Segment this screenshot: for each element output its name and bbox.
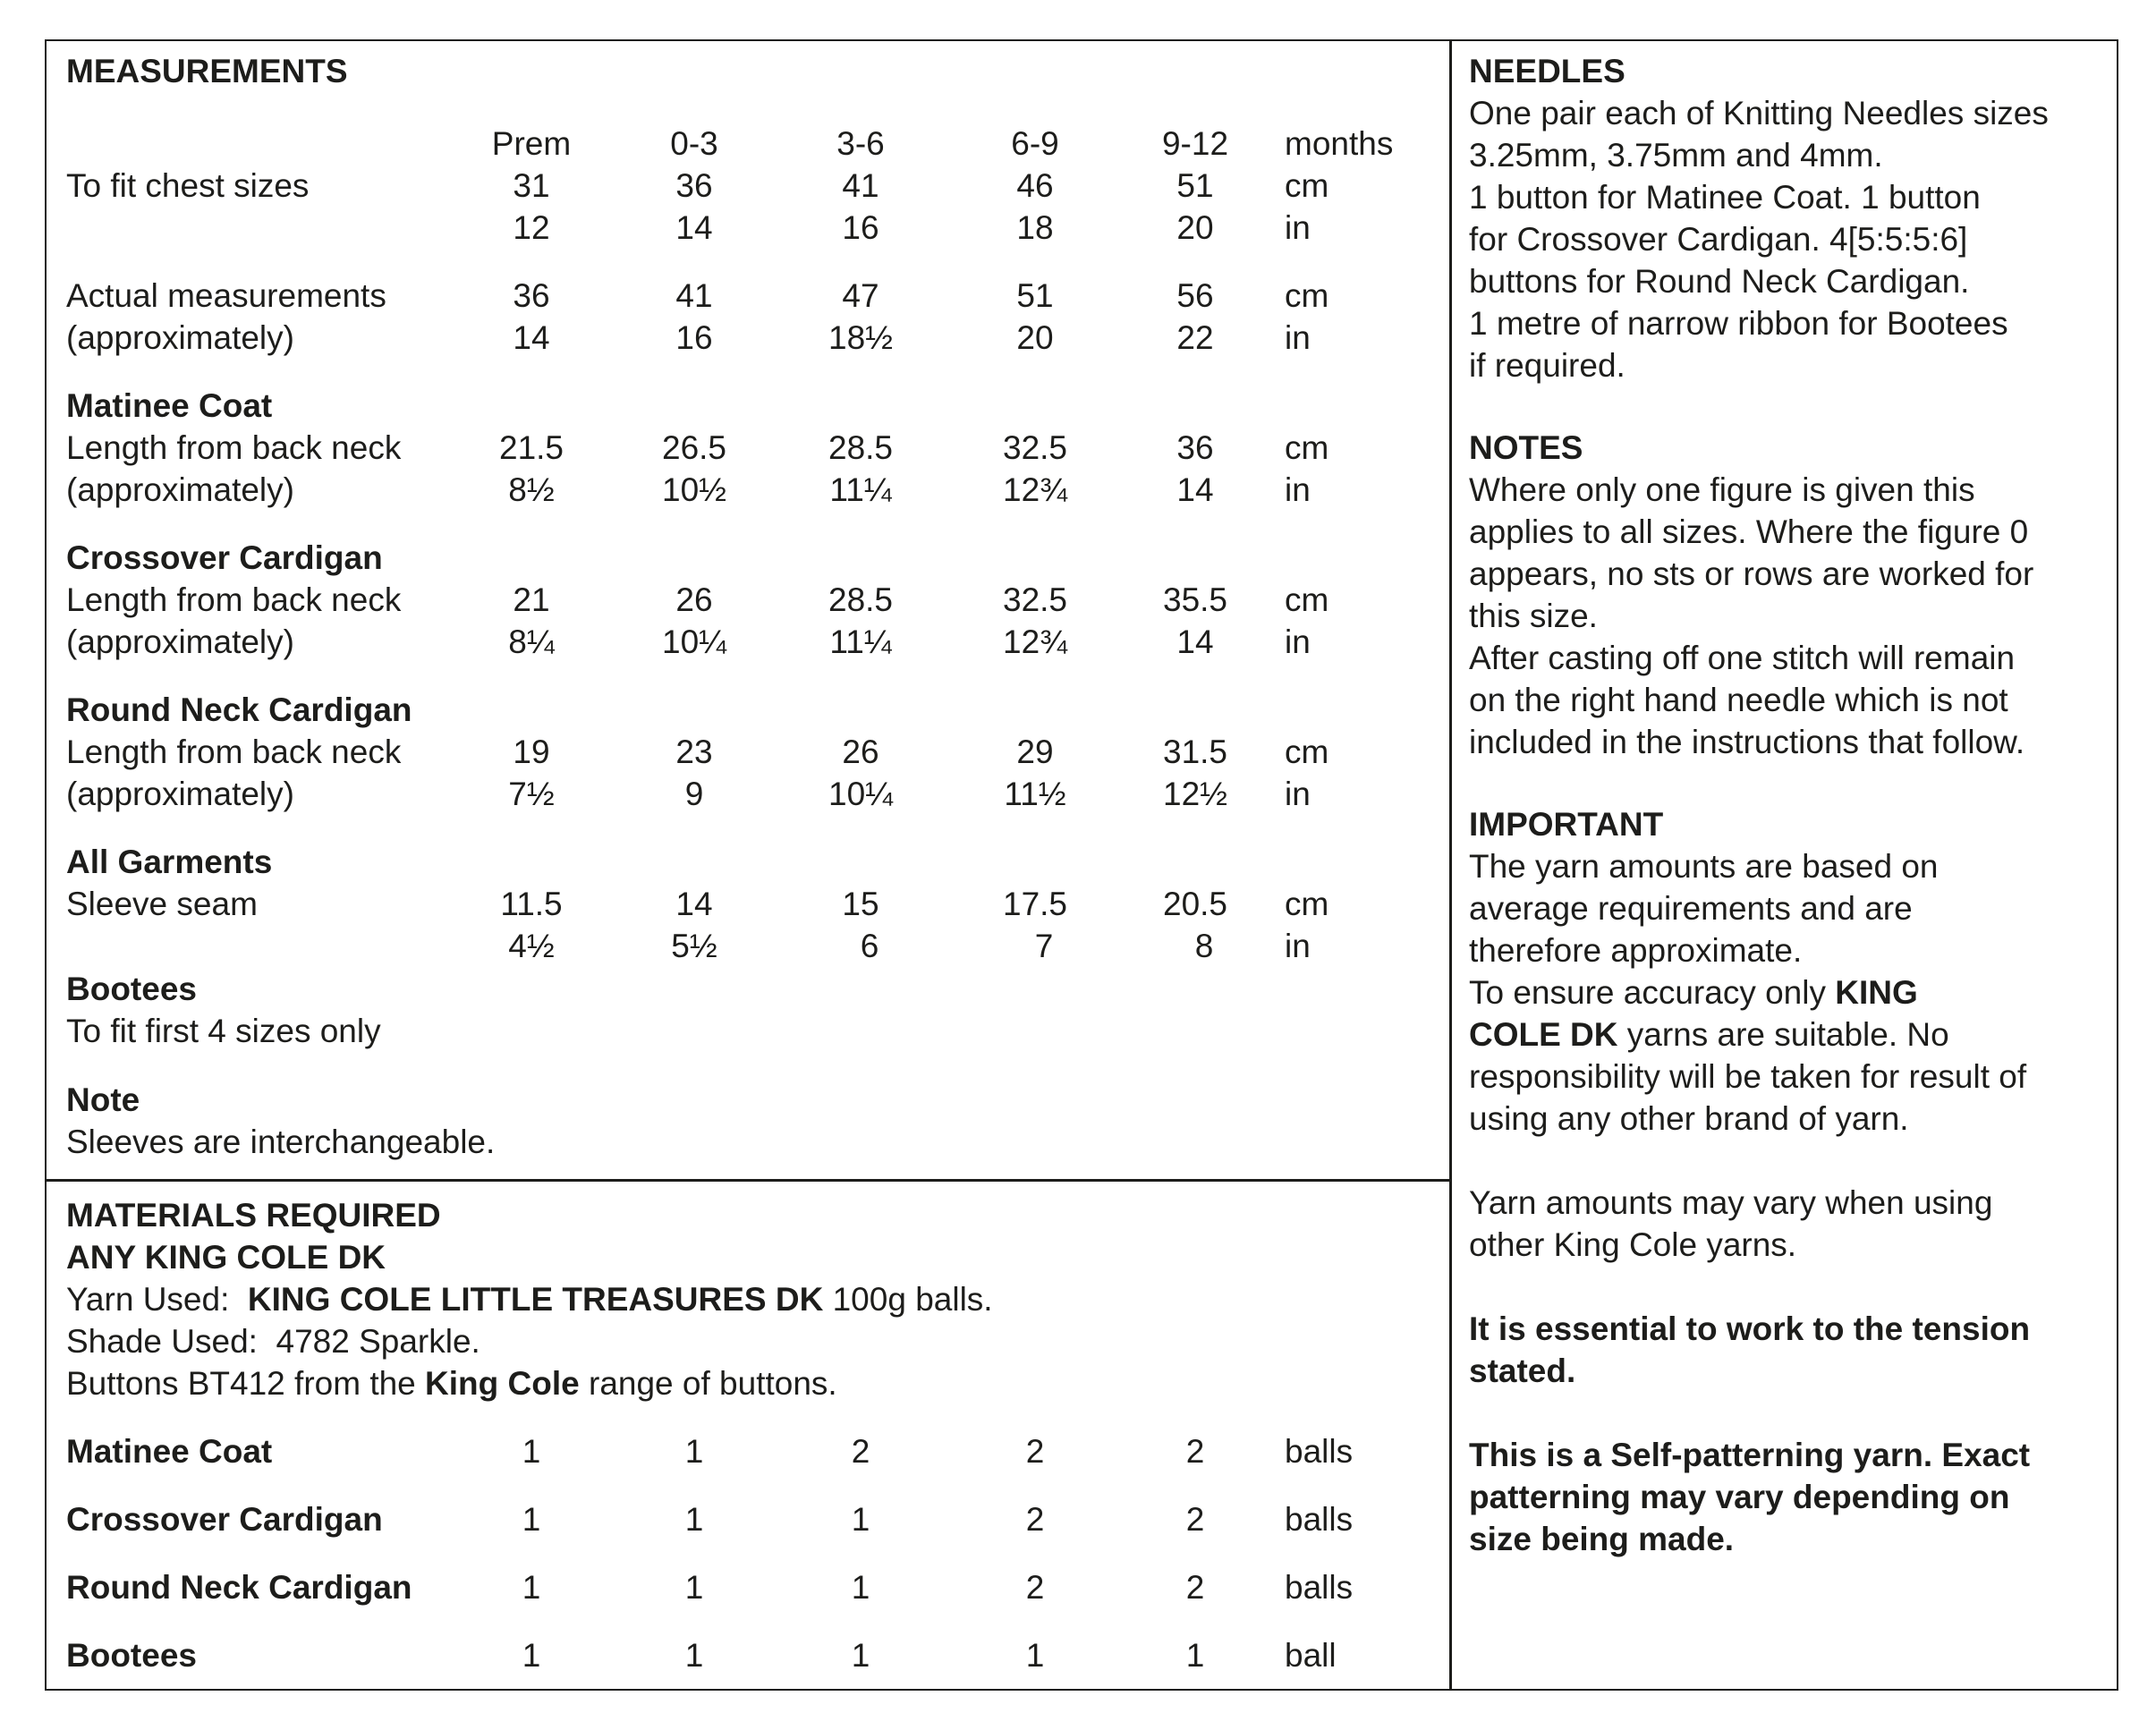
row-label: Length from back neck bbox=[66, 581, 402, 618]
section-heading: Crossover Cardigan bbox=[66, 539, 383, 576]
notes-line: appears, no sts or rows are worked for bbox=[1469, 555, 2034, 592]
balls-unit: balls bbox=[1285, 1433, 1354, 1470]
row-value: 5½ bbox=[671, 928, 717, 964]
balls-row-label: Bootees bbox=[66, 1637, 197, 1674]
balls-value: 2 bbox=[1185, 1501, 1205, 1538]
needles-heading: NEEDLES bbox=[1469, 53, 1625, 89]
notes-line: After casting off one stitch will remain bbox=[1469, 640, 2016, 676]
buttons-line bbox=[66, 1362, 837, 1404]
row-value: 31.5 bbox=[1162, 734, 1228, 770]
row-value: 20 bbox=[1176, 209, 1214, 246]
yarn-name: KING COLE LITTLE TREASURES DK bbox=[247, 1281, 824, 1318]
row-value: 17.5 bbox=[1002, 886, 1068, 922]
balls-value: 1 bbox=[522, 1433, 541, 1470]
row-value: 6 bbox=[860, 928, 879, 964]
balls-unit: balls bbox=[1285, 1569, 1354, 1606]
row-value: 36 bbox=[675, 167, 713, 204]
balls-value: 1 bbox=[851, 1569, 870, 1606]
accuracy-line: using any other brand of yarn. bbox=[1469, 1100, 1909, 1137]
row-label: (approximately) bbox=[66, 471, 294, 508]
row-label: (approximately) bbox=[66, 623, 294, 660]
row-value: 32.5 bbox=[1002, 581, 1068, 618]
accuracy-prefix: To ensure accuracy only bbox=[1469, 974, 1826, 1011]
notes-line: applies to all sizes. Where the figure 0 bbox=[1469, 513, 2029, 550]
section-heading: Matinee Coat bbox=[66, 387, 273, 424]
row-unit: in bbox=[1285, 209, 1311, 246]
row-value: 32.5 bbox=[1002, 429, 1068, 466]
balls-value: 1 bbox=[684, 1433, 704, 1470]
row-value: 12¾ bbox=[1002, 471, 1068, 508]
section-divider bbox=[45, 1179, 1451, 1182]
row-value: 14 bbox=[1176, 623, 1214, 660]
needles-line: 1 button for Matinee Coat. 1 button bbox=[1469, 179, 1981, 216]
row-value: 10¼ bbox=[828, 776, 894, 812]
selfpattern-line: patterning may vary depending on bbox=[1469, 1479, 2010, 1515]
buttons-suffix: range of buttons. bbox=[589, 1365, 837, 1402]
balls-value: 1 bbox=[684, 1569, 704, 1606]
needles-line: buttons for Round Neck Cardigan. bbox=[1469, 263, 1970, 300]
row-value: 7½ bbox=[508, 776, 555, 812]
row-value: 16 bbox=[675, 319, 713, 356]
row-unit: in bbox=[1285, 623, 1311, 660]
size-header-9-12: 9-12 bbox=[1161, 125, 1229, 162]
important-heading: IMPORTANT bbox=[1469, 806, 1664, 843]
size-header-prem: Prem bbox=[491, 125, 572, 162]
accuracy-brand-1: KING bbox=[1835, 974, 1918, 1011]
shade-used-line bbox=[66, 1320, 480, 1362]
materials-subheading: ANY KING COLE DK bbox=[66, 1239, 386, 1276]
accuracy-suffix: yarns are suitable. No bbox=[1626, 1016, 1949, 1053]
yarn-used-prefix: Yarn Used: bbox=[66, 1281, 230, 1318]
note-heading: Note bbox=[66, 1081, 140, 1118]
row-value: 47 bbox=[842, 277, 879, 314]
row-label: Sleeve seam bbox=[66, 886, 258, 922]
tension-line: stated. bbox=[1469, 1353, 1576, 1389]
needles-line: One pair each of Knitting Needles sizes bbox=[1469, 95, 2049, 131]
row-unit: cm bbox=[1285, 429, 1329, 466]
notes-line: Where only one figure is given this bbox=[1469, 471, 1975, 508]
size-header-6-9: 6-9 bbox=[1011, 125, 1059, 162]
measurements-heading: MEASUREMENTS bbox=[66, 53, 348, 89]
shade-used-prefix: Shade Used: bbox=[66, 1323, 258, 1360]
row-value: 36 bbox=[1176, 429, 1214, 466]
balls-row-label: Crossover Cardigan bbox=[66, 1501, 383, 1538]
row-value: 11¼ bbox=[829, 471, 892, 508]
row-value: 12 bbox=[513, 209, 550, 246]
size-header-0-3: 0-3 bbox=[670, 125, 718, 162]
row-value: 15 bbox=[842, 886, 879, 922]
selfpattern-line: size being made. bbox=[1469, 1521, 1735, 1557]
tension-line: It is essential to work to the tension bbox=[1469, 1310, 2031, 1347]
accuracy-brand-2: COLE DK bbox=[1469, 1016, 1618, 1053]
row-value: 14 bbox=[513, 319, 550, 356]
row-value: 14 bbox=[1176, 471, 1214, 508]
selfpattern-line: This is a Self-patterning yarn. Exact bbox=[1469, 1437, 2031, 1473]
row-value: 36 bbox=[513, 277, 550, 314]
row-label: Actual measurements bbox=[66, 277, 386, 314]
row-value: 8½ bbox=[508, 471, 555, 508]
row-value: 51 bbox=[1016, 277, 1054, 314]
row-value: 12¾ bbox=[1002, 623, 1068, 660]
accuracy-line-1 bbox=[1469, 971, 2113, 1013]
note-text: Sleeves are interchangeable. bbox=[66, 1124, 496, 1160]
row-value: 11¼ bbox=[829, 623, 892, 660]
row-value: 46 bbox=[1016, 167, 1054, 204]
row-value: 28.5 bbox=[828, 429, 894, 466]
needles-line: 1 metre of narrow ribbon for Bootees bbox=[1469, 305, 2008, 342]
row-unit: cm bbox=[1285, 734, 1329, 770]
notes-heading: NOTES bbox=[1469, 429, 1583, 466]
balls-unit: ball bbox=[1285, 1637, 1337, 1674]
balls-row-label: Matinee Coat bbox=[66, 1433, 273, 1470]
vary-line: other King Cole yarns. bbox=[1469, 1226, 1797, 1263]
row-value: 26 bbox=[675, 581, 713, 618]
notes-line: on the right hand needle which is not bbox=[1469, 682, 2008, 718]
yarn-used-line bbox=[66, 1278, 993, 1320]
bootees-text: To fit first 4 sizes only bbox=[66, 1013, 381, 1049]
needles-line: 3.25mm, 3.75mm and 4mm. bbox=[1469, 137, 1883, 174]
important-line: average requirements and are bbox=[1469, 890, 1913, 927]
row-unit: cm bbox=[1285, 886, 1329, 922]
materials-heading: MATERIALS REQUIRED bbox=[66, 1197, 441, 1234]
row-value: 35.5 bbox=[1162, 581, 1228, 618]
balls-row-label: Round Neck Cardigan bbox=[66, 1569, 412, 1606]
row-value: 23 bbox=[675, 734, 713, 770]
row-value: 10¼ bbox=[661, 623, 727, 660]
balls-value: 1 bbox=[1025, 1637, 1045, 1674]
row-value: 11.5 bbox=[500, 886, 563, 922]
yarn-used-suffix: 100g balls. bbox=[832, 1281, 993, 1318]
row-unit: in bbox=[1285, 928, 1311, 964]
vary-line: Yarn amounts may vary when using bbox=[1469, 1184, 1993, 1221]
notes-line: included in the instructions that follow. bbox=[1469, 724, 2025, 760]
row-value: 51 bbox=[1176, 167, 1214, 204]
section-heading: Round Neck Cardigan bbox=[66, 691, 412, 728]
balls-value: 1 bbox=[851, 1637, 870, 1674]
important-line: therefore approximate. bbox=[1469, 932, 1803, 969]
row-value: 21.5 bbox=[498, 429, 564, 466]
row-label: Length from back neck bbox=[66, 734, 402, 770]
bootees-heading: Bootees bbox=[66, 971, 197, 1007]
row-value: 7 bbox=[1034, 928, 1054, 964]
row-value: 10½ bbox=[661, 471, 727, 508]
important-line: The yarn amounts are based on bbox=[1469, 848, 1939, 885]
row-value: 20.5 bbox=[1162, 886, 1228, 922]
balls-value: 1 bbox=[684, 1637, 704, 1674]
row-value: 8 bbox=[1194, 928, 1214, 964]
row-label: To fit chest sizes bbox=[66, 167, 310, 204]
row-unit: in bbox=[1285, 319, 1311, 356]
accuracy-line-2 bbox=[1469, 1013, 2113, 1056]
size-header-3-6: 3-6 bbox=[836, 125, 885, 162]
important-section bbox=[1469, 803, 2113, 1560]
notes-section bbox=[1469, 427, 2113, 763]
row-value: 41 bbox=[675, 277, 713, 314]
row-label: (approximately) bbox=[66, 776, 294, 812]
row-value: 31 bbox=[513, 167, 550, 204]
row-value: 11½ bbox=[1004, 776, 1066, 812]
row-value: 18½ bbox=[828, 319, 894, 356]
buttons-brand: King Cole bbox=[425, 1365, 580, 1402]
balls-unit: balls bbox=[1285, 1501, 1354, 1538]
needles-line: if required. bbox=[1469, 347, 1625, 384]
row-value: 29 bbox=[1016, 734, 1054, 770]
row-value: 21 bbox=[513, 581, 550, 618]
row-value: 19 bbox=[513, 734, 550, 770]
balls-value: 2 bbox=[1185, 1569, 1205, 1606]
row-value: 8¼ bbox=[508, 623, 555, 660]
needles-line: for Crossover Cardigan. 4[5:5:5:6] bbox=[1469, 221, 1968, 258]
row-value: 14 bbox=[675, 209, 713, 246]
balls-value: 2 bbox=[1185, 1433, 1205, 1470]
balls-value: 2 bbox=[1025, 1501, 1045, 1538]
row-value: 4½ bbox=[508, 928, 555, 964]
balls-value: 1 bbox=[522, 1501, 541, 1538]
column-divider bbox=[1449, 39, 1452, 1691]
row-unit: cm bbox=[1285, 277, 1329, 314]
row-value: 9 bbox=[684, 776, 704, 812]
row-unit: cm bbox=[1285, 167, 1329, 204]
notes-line: this size. bbox=[1469, 598, 1598, 634]
balls-value: 1 bbox=[1185, 1637, 1205, 1674]
section-heading: All Garments bbox=[66, 844, 273, 880]
row-value: 28.5 bbox=[828, 581, 894, 618]
row-label: (approximately) bbox=[66, 319, 294, 356]
balls-value: 1 bbox=[522, 1637, 541, 1674]
row-value: 41 bbox=[842, 167, 879, 204]
row-value: 16 bbox=[842, 209, 879, 246]
row-value: 18 bbox=[1016, 209, 1054, 246]
row-unit: cm bbox=[1285, 581, 1329, 618]
size-unit: months bbox=[1285, 125, 1394, 162]
row-unit: in bbox=[1285, 776, 1311, 812]
row-value: 26 bbox=[842, 734, 879, 770]
row-value: 12½ bbox=[1162, 776, 1228, 812]
shade-value: 4782 Sparkle. bbox=[276, 1323, 480, 1360]
row-value: 20 bbox=[1016, 319, 1054, 356]
balls-value: 1 bbox=[522, 1569, 541, 1606]
balls-value: 1 bbox=[684, 1501, 704, 1538]
row-value: 14 bbox=[675, 886, 713, 922]
needles-section bbox=[1469, 50, 2113, 386]
balls-value: 2 bbox=[1025, 1433, 1045, 1470]
row-value: 22 bbox=[1176, 319, 1214, 356]
balls-value: 2 bbox=[1025, 1569, 1045, 1606]
row-value: 56 bbox=[1176, 277, 1214, 314]
buttons-prefix: Buttons BT412 from the bbox=[66, 1365, 416, 1402]
row-label: Length from back neck bbox=[66, 429, 402, 466]
row-unit: in bbox=[1285, 471, 1311, 508]
row-value: 26.5 bbox=[661, 429, 727, 466]
balls-value: 1 bbox=[851, 1501, 870, 1538]
balls-value: 2 bbox=[851, 1433, 870, 1470]
accuracy-line: responsibility will be taken for result of bbox=[1469, 1058, 2027, 1095]
